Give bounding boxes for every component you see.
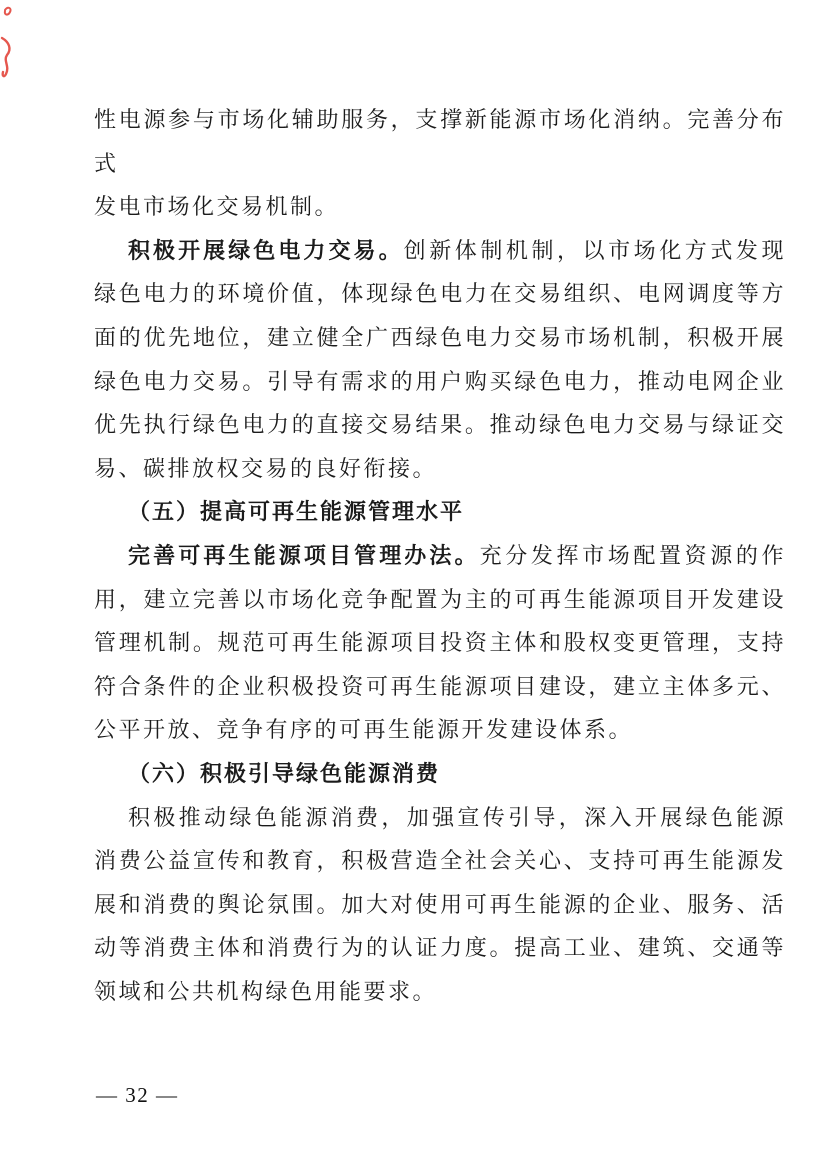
- text-line: [94, 316, 786, 360]
- text-line: [94, 360, 786, 404]
- text-segment: 发电市场化交易机制。: [94, 194, 340, 220]
- text-segment: 用，建立完善以市场化竞争配置为主的可再生能源项目开发建设: [94, 586, 786, 612]
- red-ink-mark: [0, 2, 20, 86]
- heading-line: [94, 490, 786, 534]
- text-segment: 领域和公共机构绿色用能要求。: [94, 978, 438, 1004]
- text-segment: 管理机制。规范可再生能源项目投资主体和股权变更管理，支持: [94, 630, 786, 656]
- text-line: [94, 839, 786, 883]
- text-line: [94, 883, 786, 927]
- text-segment: 面的优先地位，建立健全广西绿色电力交易市场机制，积极开展: [94, 324, 786, 350]
- text-segment: 公平开放、竞争有序的可再生能源开发建设体系。: [94, 717, 634, 743]
- text-line: [94, 708, 786, 752]
- text-segment: 消费公益宣传和教育，积极营造全社会关心、支持可再生能源发: [94, 848, 786, 874]
- text-segment: 易、碳排放权交易的良好衔接。: [94, 455, 438, 481]
- bold-text-segment: （五）提高可再生能源管理水平: [128, 499, 465, 525]
- text-segment: 绿色电力交易。引导有需求的用户购买绿色电力，推动电网企业: [94, 368, 786, 394]
- bold-text-segment: 积极开展绿色电力交易。: [128, 237, 404, 263]
- page-number: — 32 —: [96, 1083, 179, 1107]
- text-line: [94, 185, 786, 229]
- text-line: [94, 665, 786, 709]
- text-line: [94, 534, 786, 578]
- text-segment: 创新体制机制，以市场化方式发现: [403, 237, 786, 263]
- text-line: [94, 578, 786, 622]
- text-segment: 动等消费主体和消费行为的认证力度。提高工业、建筑、交通等: [94, 935, 786, 961]
- text-segment: 符合条件的企业积极投资可再生能源项目建设，建立主体多元、: [94, 673, 786, 699]
- text-line: [94, 796, 786, 840]
- text-line: [94, 403, 786, 447]
- text-segment: 充分发挥市场配置资源的作: [479, 542, 786, 568]
- text-line: [94, 229, 786, 273]
- bold-text-segment: （六）积极引导绿色能源消费: [128, 760, 441, 786]
- text-segment: 积极推动绿色能源消费，加强宣传引导，深入开展绿色能源: [128, 804, 786, 830]
- heading-line: [94, 752, 786, 796]
- text-line: [94, 621, 786, 665]
- text-segment: 绿色电力的环境价值，体现绿色电力在交易组织、电网调度等方: [94, 281, 786, 307]
- bold-text-segment: 完善可再生能源项目管理办法。: [128, 542, 480, 568]
- text-segment: 展和消费的舆论氛围。加大对使用可再生能源的企业、服务、活: [94, 891, 786, 917]
- text-line: [94, 926, 786, 970]
- text-line: [94, 98, 786, 185]
- text-line: [94, 447, 786, 491]
- document-body: [94, 98, 786, 1013]
- text-segment: 优先执行绿色电力的直接交易结果。推动绿色电力交易与绿证交: [94, 412, 786, 438]
- text-line: [94, 272, 786, 316]
- text-line: [94, 970, 786, 1014]
- text-segment: 性电源参与市场化辅助服务，支撑新能源市场化消纳。完善分布式: [94, 107, 786, 176]
